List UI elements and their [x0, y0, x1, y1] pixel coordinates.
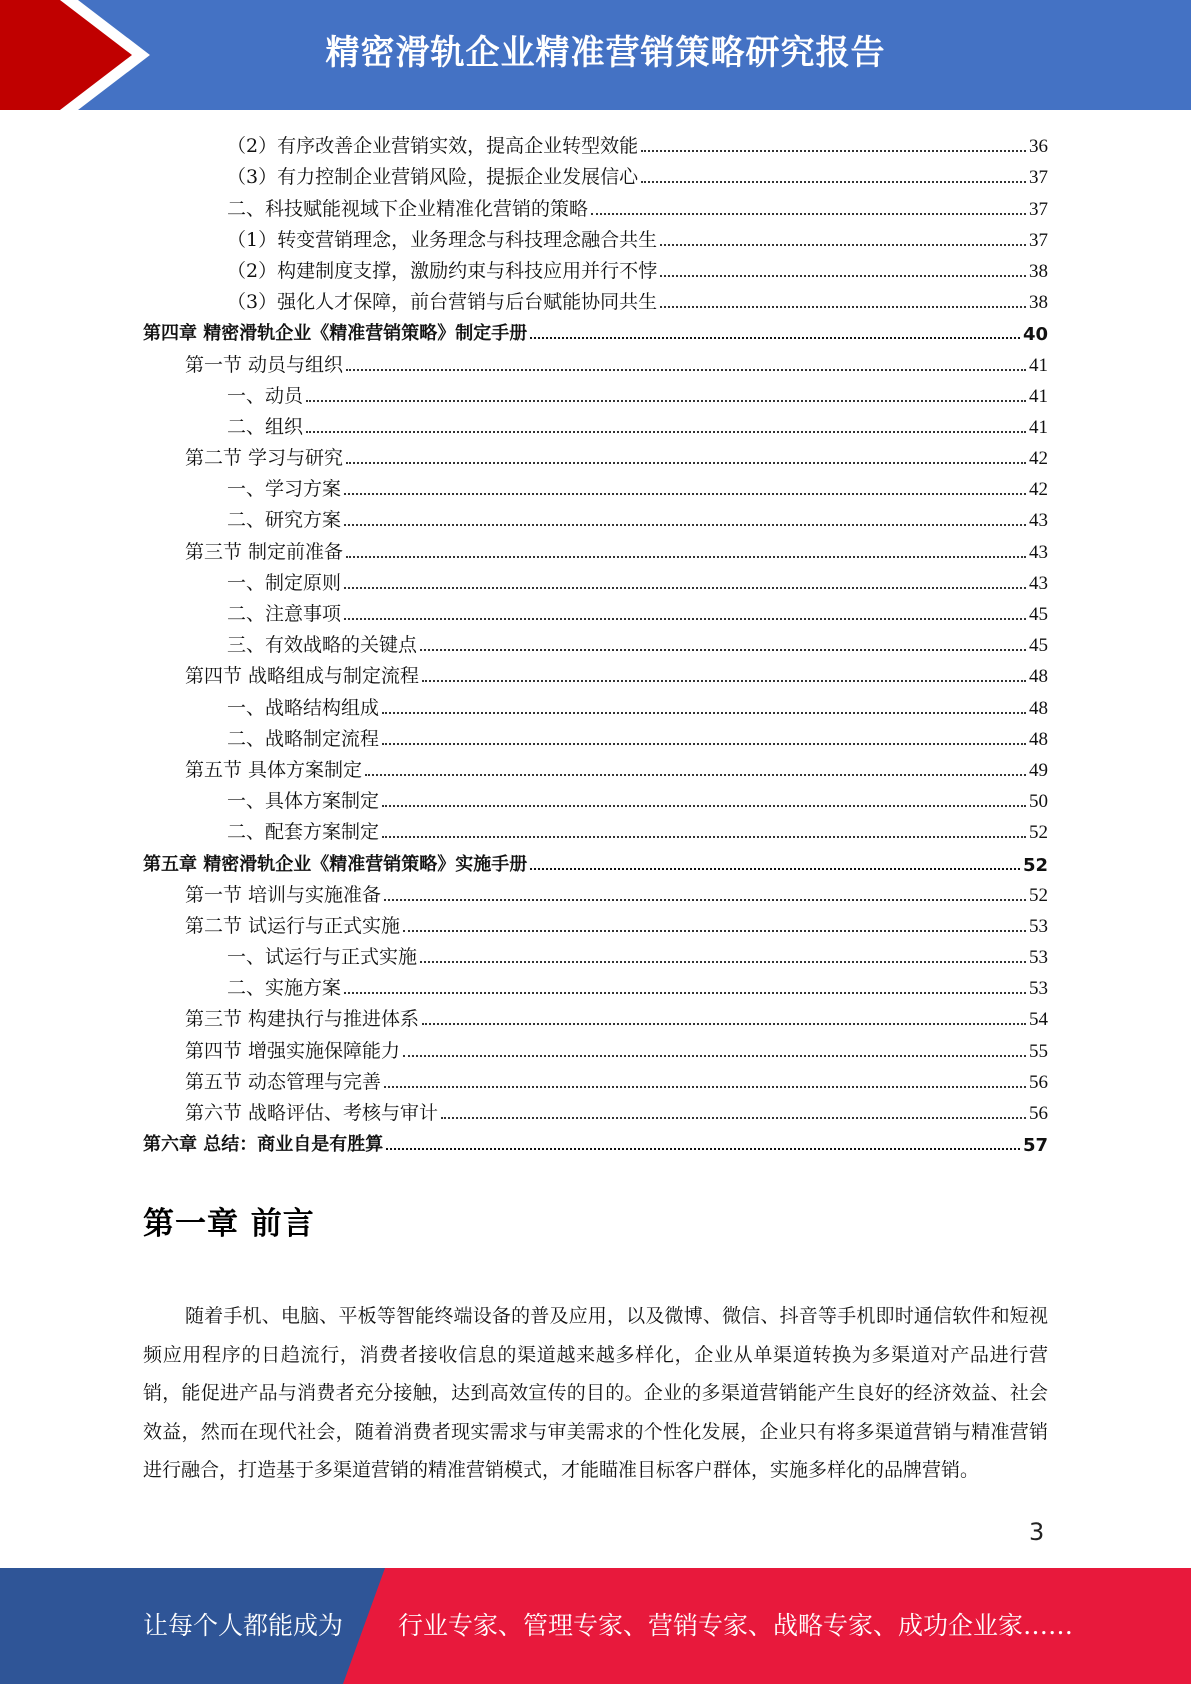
toc-entry[interactable]	[143, 314, 1048, 345]
toc-entry-title: 一、动员	[227, 384, 304, 407]
toc-entry-page: 53	[1029, 947, 1048, 969]
toc-dot-leader	[403, 930, 1026, 932]
toc-entry-page: 36	[1029, 136, 1048, 158]
toc-dot-leader	[344, 618, 1026, 620]
toc-entry-page: 45	[1029, 635, 1048, 657]
toc-entry-page: 57	[1022, 1135, 1048, 1157]
toc-dot-leader	[384, 1086, 1026, 1088]
toc-entry-title: 第三节 制定前准备	[185, 540, 344, 563]
toc-entry-page: 41	[1029, 385, 1048, 407]
toc-entry-page: 37	[1029, 167, 1048, 189]
toc-entry-page: 56	[1029, 1103, 1048, 1124]
chapter-paragraph: 随着手机、电脑、平板等智能终端设备的普及应用，以及微博、微信、抖音等手机即时通信软件和短视频应用程序的日趋流行，消费者接收信息的渠道越来越多样化，企业从单渠道转换为多渠道对产品进行营销，能促进产品与消费者充分接触，达到高效宣传的目的。企业的多渠道营销能产生良好的经济效益、社会效益，然而在现代社会，随着消费者现实需求与审美需求的个性化发展，企业只有将多渠道营销与精准营销进行融合，打造基于多渠道营销的精准营销模式，才能瞄准目标客户群体，实施多样化的品牌营销。	[143, 1305, 1048, 1481]
toc-entry-page: 41	[1029, 354, 1048, 376]
toc-entry-title: 二、组织	[227, 415, 304, 438]
toc-dot-leader	[386, 1148, 1020, 1150]
toc-entry-title: （2）有序改善企业营销实效，提高企业转型效能	[227, 135, 639, 158]
toc-entry-page: 50	[1029, 791, 1048, 813]
toc-entry-page: 43	[1029, 572, 1048, 594]
toc-entry[interactable]	[143, 189, 1048, 220]
toc-dot-leader	[346, 556, 1026, 558]
toc-entry-page: 52	[1029, 822, 1048, 844]
toc-entry[interactable]	[143, 688, 1048, 719]
toc-entry-title: 第三节 构建执行与推进体系	[185, 1008, 420, 1031]
toc-dot-leader	[660, 275, 1026, 277]
toc-entry-title: 二、实施方案	[227, 977, 342, 1000]
toc-dot-leader	[420, 649, 1026, 651]
toc-entry-title: 第一节 培训与实施准备	[185, 883, 382, 906]
toc-dot-leader	[641, 150, 1026, 152]
toc-entry-title: 一、试运行与正式实施	[227, 946, 418, 969]
toc-entry[interactable]	[143, 844, 1048, 875]
toc-entry[interactable]	[143, 938, 1048, 969]
toc-dot-leader	[422, 680, 1026, 682]
toc-entry-title: 三、有效战略的关键点	[227, 634, 418, 657]
toc-dot-leader	[306, 400, 1026, 402]
toc-entry-page: 41	[1029, 416, 1048, 438]
toc-entry-title: 二、战略制定流程	[227, 727, 380, 750]
toc-entry[interactable]	[143, 345, 1048, 376]
toc-dot-leader	[382, 836, 1026, 838]
toc-entry[interactable]	[143, 969, 1048, 1000]
toc-entry[interactable]	[143, 907, 1048, 938]
toc-entry[interactable]	[143, 1125, 1048, 1156]
toc-entry-page: 40	[1022, 324, 1048, 346]
toc-entry-title: 第六章 总结：商业自是有胜算	[143, 1134, 384, 1156]
toc-entry-title: （3）有力控制企业营销风险，提振企业发展信心	[227, 166, 639, 189]
toc-dot-leader	[344, 524, 1026, 526]
toc-entry-page: 37	[1029, 198, 1048, 220]
toc-dot-leader	[591, 213, 1026, 215]
toc-entry[interactable]	[143, 1063, 1048, 1094]
toc-entry[interactable]	[143, 377, 1048, 408]
toc-entry-page: 52	[1029, 884, 1048, 906]
toc-dot-leader	[660, 244, 1026, 246]
toc-entry-title: 第六节 战略评估、考核与审计	[185, 1102, 439, 1124]
toc-entry-page: 48	[1029, 728, 1048, 750]
toc-entry-page: 45	[1029, 604, 1048, 625]
toc-entry-page: 55	[1029, 1040, 1048, 1062]
table-of-contents	[143, 127, 1048, 1156]
toc-entry-title: 一、具体方案制定	[227, 790, 380, 813]
toc-entry-title: 一、学习方案	[227, 478, 342, 501]
toc-dot-leader	[365, 774, 1026, 776]
toc-dot-leader	[344, 587, 1026, 589]
toc-entry-page: 49	[1029, 759, 1048, 781]
toc-dot-leader	[346, 369, 1026, 371]
toc-entry[interactable]	[143, 1000, 1048, 1031]
toc-entry[interactable]	[143, 595, 1048, 626]
toc-entry[interactable]	[143, 158, 1048, 189]
toc-dot-leader	[344, 992, 1026, 994]
toc-entry[interactable]	[143, 782, 1048, 813]
toc-dot-leader	[441, 1117, 1026, 1119]
toc-entry-title: 第五章 精密滑轨企业《精准营销策略》实施手册	[143, 853, 528, 875]
toc-entry-title: 第五节 具体方案制定	[185, 758, 363, 781]
toc-dot-leader	[530, 337, 1020, 339]
toc-entry-title: 二、配套方案制定	[227, 821, 380, 844]
toc-entry[interactable]	[143, 813, 1048, 844]
toc-entry-page: 42	[1029, 479, 1048, 501]
toc-entry[interactable]	[143, 876, 1048, 907]
toc-entry-page: 53	[1029, 915, 1048, 937]
toc-dot-leader	[382, 743, 1026, 745]
page-footer	[0, 1568, 1191, 1684]
toc-entry-title: 一、制定原则	[227, 571, 342, 594]
toc-entry-title: 一、战略结构组成	[227, 696, 380, 719]
toc-dot-leader	[384, 899, 1026, 901]
toc-entry-page: 38	[1029, 292, 1048, 314]
toc-entry[interactable]	[143, 1031, 1048, 1062]
toc-entry-page: 38	[1029, 260, 1048, 282]
toc-dot-leader	[382, 805, 1026, 807]
toc-entry-title: （2）构建制度支撑，激励约束与科技应用并行不悖	[227, 259, 658, 282]
toc-dot-leader	[306, 431, 1026, 433]
footer-slogan-right: 行业专家、管理专家、营销专家、战略专家、成功企业家……	[398, 1611, 1074, 1640]
toc-entry-title: 第四节 战略组成与制定流程	[185, 665, 420, 688]
toc-entry-page: 37	[1029, 229, 1048, 251]
toc-entry-title: 第五节 动态管理与完善	[185, 1070, 382, 1093]
toc-dot-leader	[660, 306, 1026, 308]
toc-entry[interactable]	[143, 532, 1048, 563]
toc-entry[interactable]	[143, 127, 1048, 158]
toc-entry-page: 43	[1029, 510, 1048, 532]
toc-entry[interactable]	[143, 439, 1048, 470]
footer-slogan-left: 让每个人都能成为	[143, 1611, 344, 1640]
toc-dot-leader	[530, 868, 1020, 870]
toc-entry-page: 56	[1029, 1071, 1048, 1093]
report-title: 精密滑轨企业精准营销策略研究报告	[325, 33, 886, 73]
toc-entry[interactable]	[143, 470, 1048, 501]
toc-entry-title: 第四章 精密滑轨企业《精准营销策略》制定手册	[143, 323, 528, 345]
toc-entry-page: 48	[1029, 666, 1048, 688]
toc-entry-title: 二、科技赋能视域下企业精准化营销的策略	[227, 197, 589, 220]
toc-entry-page: 53	[1029, 978, 1048, 1000]
toc-dot-leader	[346, 462, 1026, 464]
toc-entry-title: 二、注意事项	[227, 603, 342, 625]
toc-entry-title: 第二节 学习与研究	[185, 447, 344, 470]
page-header	[0, 0, 1191, 110]
toc-entry[interactable]	[143, 751, 1048, 782]
toc-dot-leader	[420, 961, 1026, 963]
toc-entry-page: 43	[1029, 541, 1048, 563]
chapter-heading: 第一章 前言	[143, 1206, 315, 1242]
toc-entry-title: 第四节 增强实施保障能力	[185, 1039, 401, 1062]
toc-entry-title: 二、研究方案	[227, 509, 342, 532]
toc-entry-title: 第一节 动员与组织	[185, 353, 344, 376]
toc-entry[interactable]	[143, 626, 1048, 657]
toc-entry[interactable]	[143, 221, 1048, 252]
toc-dot-leader	[403, 1055, 1026, 1057]
toc-entry[interactable]	[143, 408, 1048, 439]
toc-entry[interactable]	[143, 252, 1048, 283]
toc-dot-leader	[382, 712, 1026, 714]
toc-dot-leader	[422, 1023, 1026, 1025]
toc-entry-title: 第二节 试运行与正式实施	[185, 914, 401, 937]
toc-entry-title: （3）强化人才保障，前台营销与后台赋能协同共生	[227, 291, 658, 314]
toc-dot-leader	[344, 493, 1026, 495]
toc-entry-page: 48	[1029, 697, 1048, 719]
toc-dot-leader	[641, 181, 1026, 183]
toc-entry-title: （1）转变营销理念，业务理念与科技理念融合共生	[227, 228, 658, 251]
toc-entry[interactable]	[143, 1094, 1048, 1125]
toc-entry-page: 52	[1022, 854, 1048, 876]
toc-entry[interactable]	[143, 564, 1048, 595]
page-number: 3	[1029, 1518, 1045, 1546]
toc-entry-page: 54	[1029, 1009, 1048, 1031]
toc-entry[interactable]	[143, 720, 1048, 751]
toc-entry[interactable]	[143, 501, 1048, 532]
toc-entry[interactable]	[143, 283, 1048, 314]
toc-entry-page: 42	[1029, 448, 1048, 470]
toc-entry[interactable]	[143, 657, 1048, 688]
